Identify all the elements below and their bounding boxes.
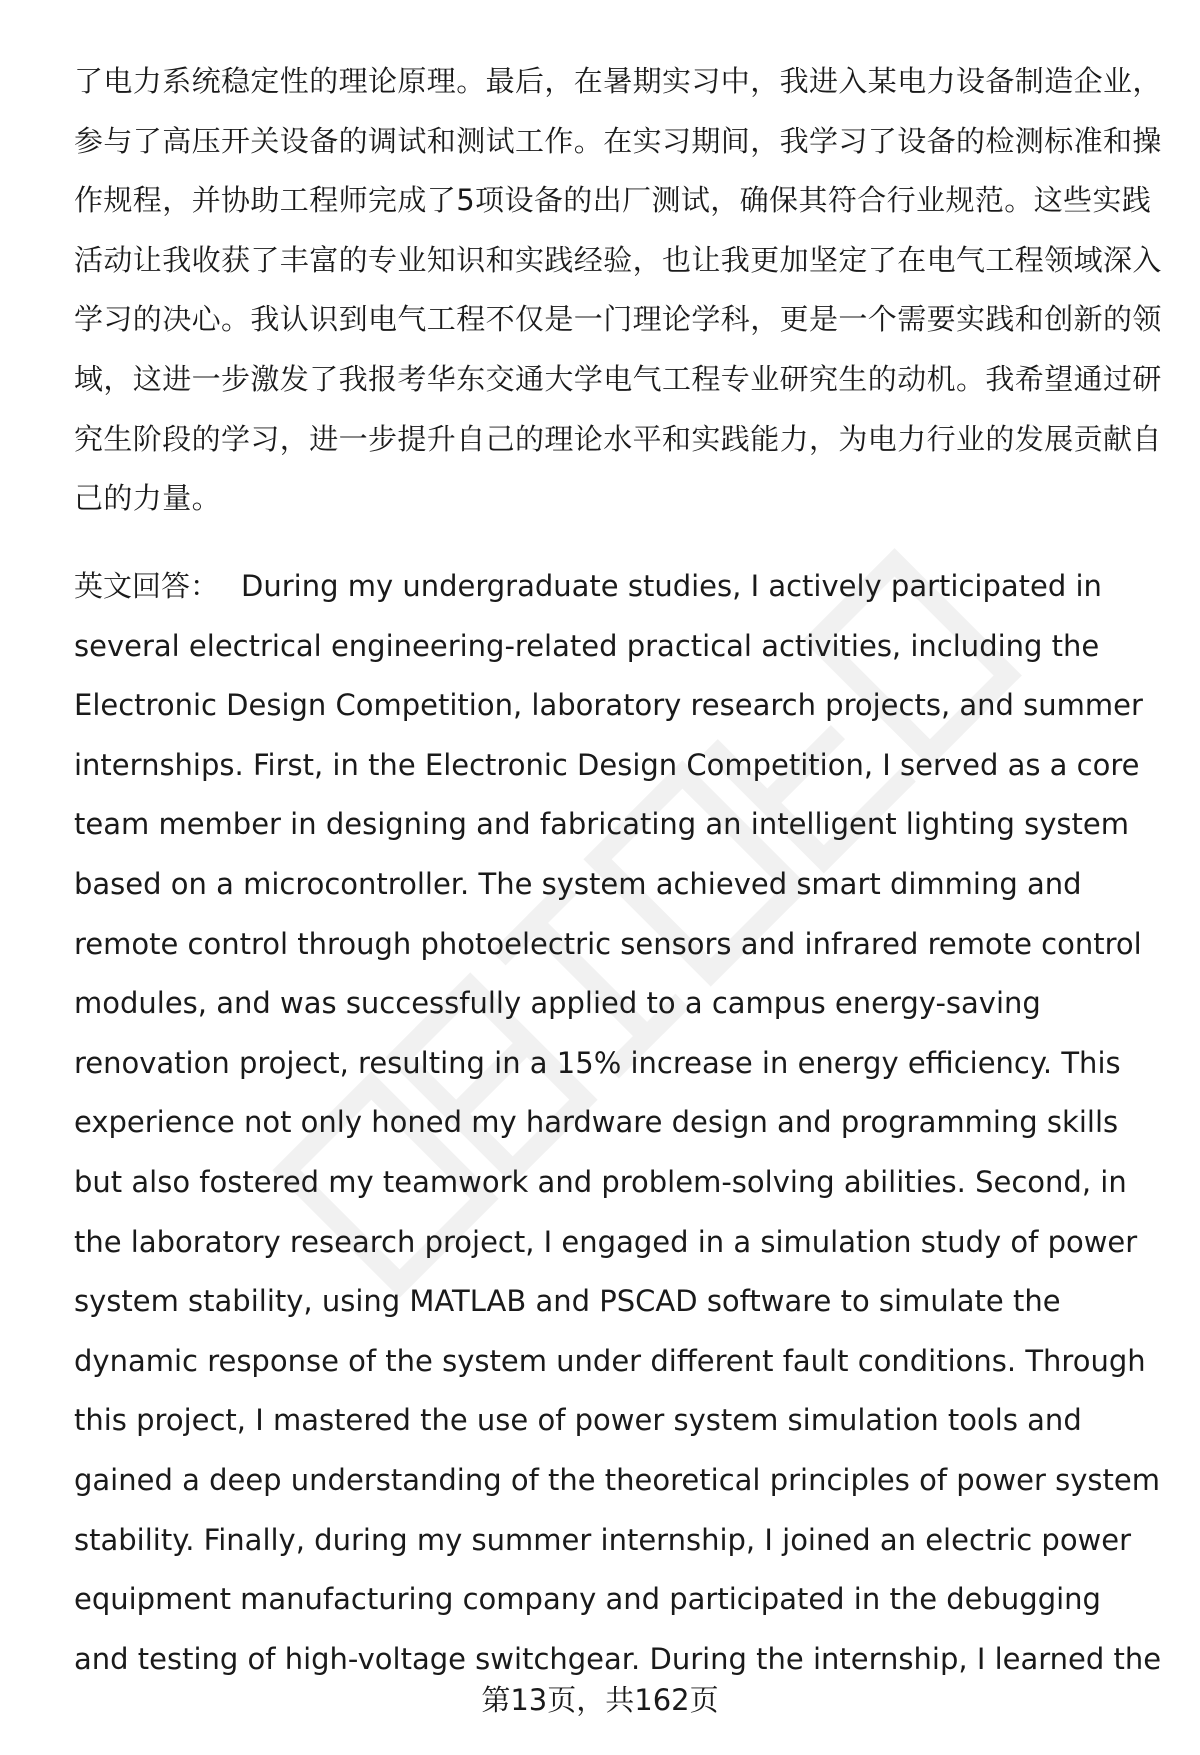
english-answer-label: 英文回答：: [74, 569, 220, 603]
english-answer-paragraph: [74, 557, 1164, 1689]
english-answer-text: During my undergraduate studies, I actively participated in several electrical engineering-related practical activities, including the Electronic Design Competition, laboratory research projects, and summer internships. First, in the Electronic Design Competition, I served as a core team member in designing and fabricating an intelligent lighting system based on a microcontroller. The system achieved smart dimming and remote control through photoelectric sensors and infrared remote control modules, and was successfully applied to a campus energy-saving renovation project, resulting in a 15% increase in energy efficiency. This experience not only honed my hardware design and programming skills but also fostered my teamwork and problem-solving abilities. Second, in the laboratory research project, I engaged in a simulation study of power system stability, using MATLAB and PSCAD software to simulate the dynamic response of the system under different fault conditions. Through this project, I mastered the use of power system simulation tools and gained a deep understanding of the theoretical principles of power system stability. Finally, during my summer internship, I joined an electric power equipment manufacturing company and participated in the debugging and testing of high-voltage switchgear. During the internship, I learned the: [74, 569, 1162, 1676]
chinese-answer-paragraph: 了电力系统稳定性的理论原理。最后，在暑期实习中，我进入某电力设备制造企业，参与了高压开关设备的调试和测试工作。在实习期间，我学习了设备的检测标准和操作规程，并协助工程师完成了5项设备的出厂测试，确保其符合行业规范。这些实践活动让我收获了丰富的专业知识和实践经验，也让我更加坚定了在电气工程领域深入学习的决心。我认识到电气工程不仅是一门理论学科，更是一个需要实践和创新的领域，这进一步激发了我报考华东交通大学电气工程专业研究生的动机。我希望通过研究生阶段的学习，进一步提升自己的理论水平和实践能力，为电力行业的发展贡献自己的力量。: [74, 64, 1162, 516]
page-number-footer: 第13页，共162页: [481, 1683, 719, 1717]
